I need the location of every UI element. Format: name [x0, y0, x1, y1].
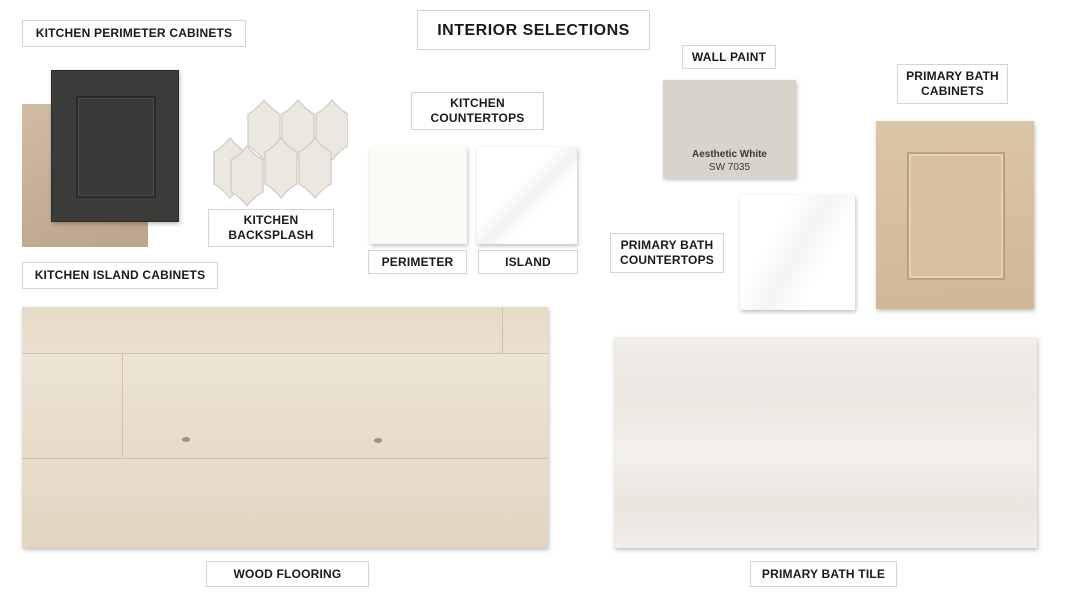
wall-paint-chip [663, 80, 796, 178]
kitchen-perimeter-countertop-swatch [370, 147, 467, 244]
cabinet-door-panel [76, 96, 156, 198]
primary-bath-tile-swatch [614, 337, 1037, 548]
label-wall-paint: WALL PAINT [682, 45, 776, 69]
kitchen-backsplash-swatch [210, 98, 348, 206]
label-kitchen-perimeter-cabinets: KITCHEN PERIMETER CABINETS [22, 20, 246, 47]
paint-code: SW 7035 [708, 162, 751, 173]
kitchen-island-countertop-swatch [477, 147, 577, 244]
label-primary-bath-countertops: PRIMARY BATH COUNTERTOPS [610, 233, 724, 273]
wood-flooring-swatch [22, 307, 548, 548]
primary-bath-countertop-swatch [740, 195, 855, 310]
page-title: INTERIOR SELECTIONS [417, 10, 650, 50]
label-perimeter: PERIMETER [368, 250, 467, 274]
label-kitchen-island-cabinets: KITCHEN ISLAND CABINETS [22, 262, 218, 289]
label-primary-bath-tile: PRIMARY BATH TILE [750, 561, 897, 587]
kitchen-perimeter-cabinet-swatch [51, 70, 179, 222]
cabinet-door-panel [907, 152, 1005, 280]
label-kitchen-countertops: KITCHEN COUNTERTOPS [411, 92, 544, 130]
primary-bath-cabinet-swatch [876, 121, 1034, 309]
label-primary-bath-cabinets: PRIMARY BATH CABINETS [897, 64, 1008, 104]
paint-name: Aesthetic White [691, 149, 767, 160]
label-island: ISLAND [478, 250, 578, 274]
label-kitchen-backsplash: KITCHEN BACKSPLASH [208, 209, 334, 247]
label-wood-flooring: WOOD FLOORING [206, 561, 369, 587]
